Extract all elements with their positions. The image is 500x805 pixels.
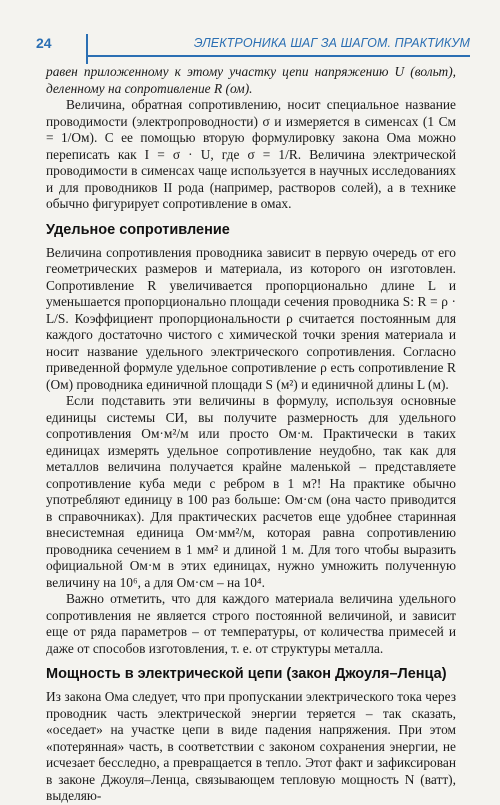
- header-vertical-rule: [86, 34, 88, 64]
- paragraph-conductance: Величина, обратная сопротивлению, носит специальное название проводимости (электропроводности) σ и измеряется в сименсах (1 См = 1/Ом). С ее помощью вторую формулировку закона Ома можно переписать как I = σ · U, где σ = 1/R. Величина электрической проводимости в сименсах чаще используется в научных исследованиях и для проводников II рода (например, растворов солей), а в технике обычно фигурирует сопротивление в омах.: [46, 97, 456, 211]
- paragraph-resistivity-units: Если подставить эти величины в формулу, используя основные единицы системы СИ, вы получите размерность для удельного сопротивления Ом·м²/м или просто Ом·м. Практически в таких единицах измерять удельное сопротивление неудобно, так как для металлов величина получается крайне маленькой – представляете сопротивление куба меди с ребром в 1 м?! На практике обычно употребляют единицу в 100 раз больше: Ом·см (она часто приводится в справочниках). Для практических расчетов еще удобнее старинная внесистемная единица Ом·мм²/м, которая равна сопротивлению проводника сечением в 1 мм² и длиной 1 м. Для того чтобы выразить официальной Ом·м в этих единицах, нужно умножить полученную величину на 10⁶, а для Ом·см – на 10⁴.: [46, 393, 456, 590]
- paragraph-continuation: равен приложенному к этому участку цепи напряжению U (вольт), деленному на сопротивление R (ом).: [46, 64, 456, 96]
- paragraph-resistivity-dependence: Важно отметить, что для каждого материала величина удельного сопротивления не является строго постоянной величиной, и зависит еще от ряда параметров – от температуры, от количества примесей и даже от способов изготовления, т. е. от структуры металла.: [46, 591, 456, 656]
- running-title: ЭЛЕКТРОНИКА ШАГ ЗА ШАГОМ. ПРАКТИКУМ: [193, 36, 470, 50]
- section-heading-joule-lenz: Мощность в электрической цепи (закон Джоуля–Ленца): [46, 666, 447, 682]
- page-body: [46, 64, 456, 805]
- header-horizontal-rule: [88, 55, 470, 57]
- paragraph-joule-lenz: Из закона Ома следует, что при пропускании электрического тока через проводник часть электрической энергии теряется – так сказать, «оседает» на участке цепи в виде падения напряжения. При этом «потерянная» часть, в соответствии с законом сохранения энергии, не исчезает бесследно, а превращается в тепло. Этот факт и зафиксирован в законе Джоуля–Ленца, связывающем тепловую мощность N (ватт), выделяю-: [46, 689, 456, 803]
- page-header: [30, 34, 470, 54]
- section-heading-resistivity: Удельное сопротивление: [46, 221, 230, 238]
- paragraph-resistivity-definition: Величина сопротивления проводника зависит в первую очередь от его геометрических размеров и материала, из которого он изготовлен. Сопротивление R увеличивается пропорционально длине L и уменьшается пропорционально площади сечения проводника S: R = ρ · L/S. Коэффициент пропорциональности ρ считается постоянным для каждого достаточно чистого с химической точки зрения материала и носит название удельного электрического сопротивления. Согласно приведенной формуле удельное сопротивление ρ есть сопротивление R (Ом) проводника единичной площади S (м²) и единичной длины L (м).: [46, 244, 456, 392]
- page-number: 24: [36, 35, 52, 51]
